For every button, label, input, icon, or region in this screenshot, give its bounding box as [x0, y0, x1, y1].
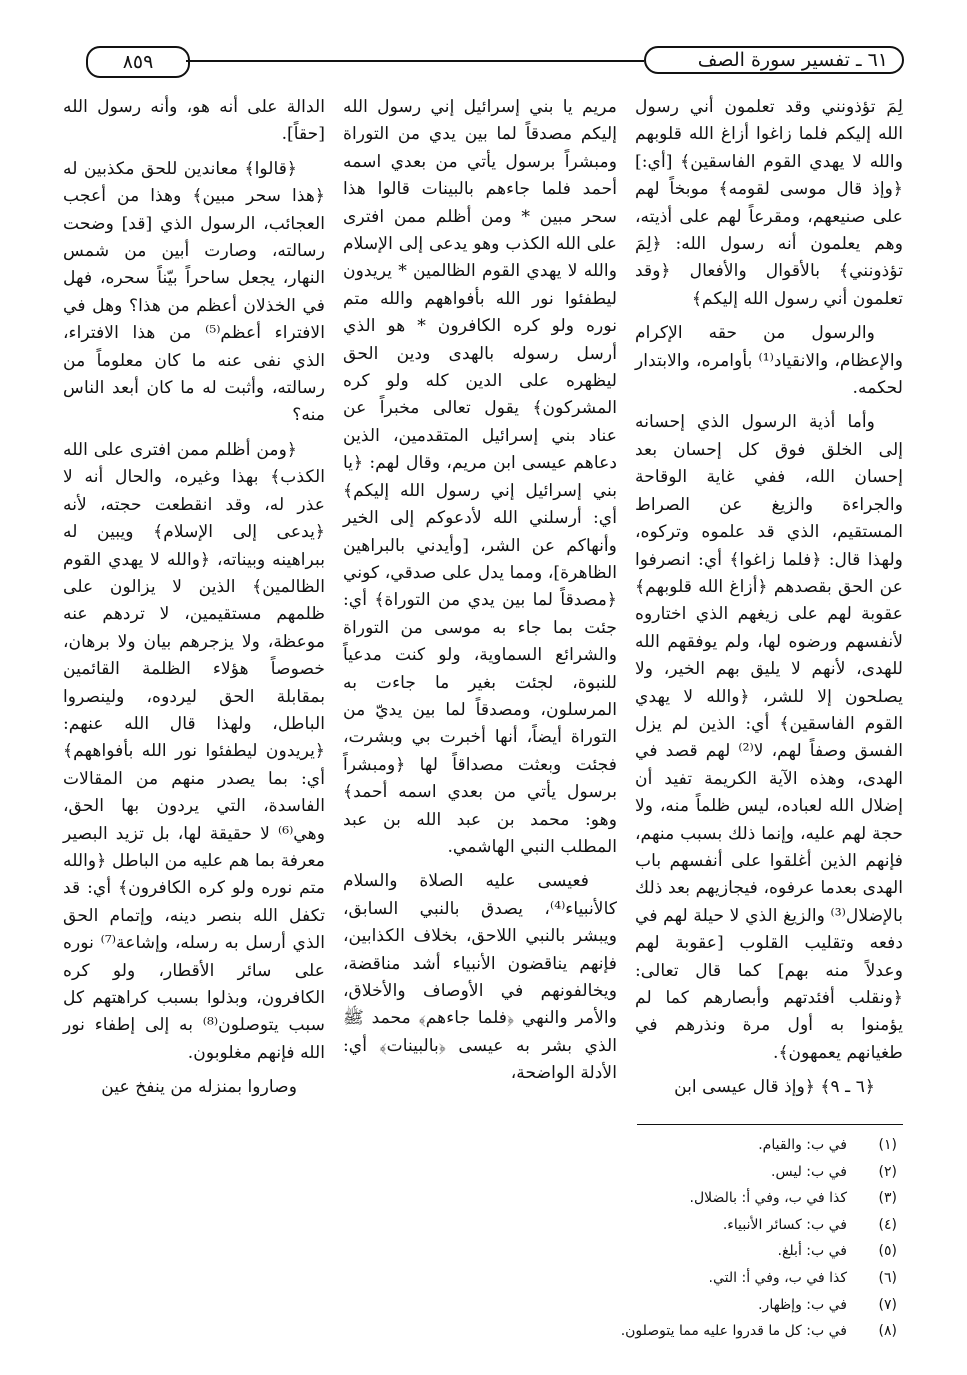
paragraph: فعيسى عليه الصلاة والسلام كالأنبياء⁽⁴⁾، يصدق بالنبي السابق، ويبشر بالنبي اللاحق، بخلاف الكذابين، فإنهم يناقضون الأنبياء أشد مناقضة، ويخالفونهم في الأوصاف والأخلاق، والأمر والنهي ﴿فلما جاءهم﴾ محمد ﷺ الذي بشر به عيسى ﴿بالبينات﴾ أي: الأدلة الواضحة،: [343, 871, 617, 1084]
paragraph: ﴿٦ ـ ٩﴾ ﴿وإذ قال عيسى ابن: [674, 1077, 875, 1098]
paragraph: الدالة على أنه هو، وأنه رسول الله [حقاً].: [63, 97, 325, 145]
footnote-text: في ب: كسائر الأنبياء.: [722, 1216, 847, 1233]
surah-title-frame: [644, 46, 904, 74]
footnote-number: (٧): [878, 1296, 897, 1313]
footnote: [557, 1292, 897, 1319]
running-header: [86, 40, 904, 78]
footnote: [557, 1318, 897, 1345]
footnote-text: في ب: كل ما قدروا عليه مما يتوصلون.: [620, 1323, 847, 1340]
footnote: [557, 1212, 897, 1239]
footnote-text: كذا في ب، وفي أ: بالضلال.: [689, 1190, 847, 1207]
header-rule: [186, 60, 644, 62]
footnote-number: (٦): [878, 1269, 897, 1286]
footnote-number: (٣): [878, 1190, 897, 1207]
footnote: [557, 1185, 897, 1212]
paragraph: والرسول من حقه الإكرام والإعظام، والانقياد⁽¹⁾ بأوامره، والابتدار لحكمه.: [635, 323, 903, 399]
footnote-text: في ب: ليس.: [771, 1163, 847, 1180]
footnote-number: (٥): [878, 1243, 897, 1260]
column-middle: [343, 94, 617, 1095]
footnote-text: في ب: والقيام.: [758, 1137, 847, 1153]
footnote-text: كذا في ب، وفي أ: التي.: [708, 1269, 847, 1286]
paragraph: ﴿قالوا﴾ معاندين للحق مكذبين له ﴿هذا سحر مبين﴾ وهذا من أعجب العجائب، الرسول الذي [قد] وضحت رسالته، وصارت أبين من شمس النهار، يجعل ساحراً بيّناً سحره، فهل في الخذلان أعظم من هذا؟ وهل في الافتراء أعظم⁽⁵⁾ من هذا الافتراء، الذي نفى عنه ما كان معلوماً من رسالته، وأثبت له ما كان أبعد الناس منه؟: [63, 158, 325, 426]
page-number: ٨٥٩: [122, 51, 154, 73]
footnote-text: في ب: وإظهار.: [758, 1296, 847, 1313]
footnote: [557, 1159, 897, 1186]
paragraph: لِمَ تؤذونني وقد تعلمون أني رسول الله إليكم فلما زاغوا أزاغ الله قلوبهم والله لا يهدي القوم الفاسقين﴾ [أي:] ﴿وإذ قال موسى لقومه﴾ موبخاً لهم على صنيعهم، ومقرعاً لهم على أذيته، وهم يعلمون أنه رسول الله: ﴿لِمَ تؤذونني﴾ بالأقوال والأفعال ﴿وقد تعلمون أني رسول الله إليكم﴾: [635, 97, 903, 309]
footnote: [557, 1132, 897, 1159]
footnote-number: (٢): [878, 1163, 897, 1180]
footnote: [557, 1265, 897, 1292]
footnote-separator: [637, 1124, 903, 1125]
footnote-number: (١): [878, 1137, 897, 1153]
paragraph: وصاروا بمنزله من ينفخ عين: [101, 1077, 297, 1098]
column-right: [635, 94, 903, 1109]
surah-title: ٦١ ـ تفسير سورة الصف: [697, 49, 888, 71]
footnote-number: (٨): [878, 1323, 897, 1340]
footnote-text: في ب: أبلغ.: [777, 1243, 847, 1260]
paragraph: مريم يا بني إسرائيل إني رسول الله إليكم مصدقاً لما بين يدي من التوراة ومبشراً برسول يأتي من بعدي اسمه أحمد فلما جاءهم بالبينات قالوا هذا سحر مبين * ومن أظلم ممن افترى على الله الكذب وهو يدعى إلى الإسلام والله لا يهدي القوم الظالمين * يريدون ليطفئوا نور الله بأفواههم والله متم نوره ولو كره الكافرون * هو الذي أرسل رسوله بالهدى ودين الحق ليظهره على الدين كله ولو كره المشركون﴾ يقول تعالى مخبراً عن عناد بني إسرائيل المتقدمين، الذين دعاهم عيسى ابن مريم، وقال لهم: ﴿يا بني إسرائيل إني رسول الله إليكم﴾ أي: أرسلني الله لأدعوكم إلى الخير وأنهاكم عن الشر، [وأيدني بالبراهين الظاهرة]، ومما يدل على صدقي، كوني ﴿مصدقاً لما بين يدي من التوراة﴾ أي: جئت بما جاء به موسى من التوراة والشرائع السماوية، ولو كنت مدعياً للنبوة، لجئت بغير ما جاءت به المرسلون، ومصدقاً لما بين يديّ من التوراة أيضاً، أنها أخبرت بي وبشرت، فجئت وبعثت مصداقاً لها ﴿ومبشراً برسول يأتي من بعدي اسمه أحمد﴾ وهو: محمد بن عبد الله بن عبد المطلب النبي الهاشمي.: [343, 97, 617, 857]
footnote: [557, 1238, 897, 1265]
page-number-frame: [86, 46, 190, 78]
footnote-number: (٤): [878, 1216, 897, 1233]
paragraph: ﴿ومن أظلم ممن افترى على الله الكذب﴾ بهذا وغيره، والحال أنه لا عذر له، وقد انقطعت حجته، لأنه ﴿يدعى إلى الإسلام﴾ ويبين له ببراهينه وبيناته، ﴿والله لا يهدي القوم الظالمين﴾ الذين لا يزالون على ظلمهم مستقيمين، لا تردهم عنه موعظة، ولا يزجرهم بيان ولا برهان، خصوصاً هؤلاء الظلمة القائمين بمقابلة الحق ليردوه، ولينصروا الباطل، ولهذا قال الله عنهم: ﴿يريدون ليطفئوا نور الله بأفواههم﴾ أي: بما يصدر منهم من المقالات الفاسدة، التي يردون بها الحق، وهي⁽⁶⁾ لا حقيقة لها، بل تزيد البصير معرفة بما هم عليه من الباطل ﴿والله متم نوره ولو كره الكافرون﴾ أي: قد تكفل الله بنصر دينه، وإتمام الحق الذي أرسل به رسله، وإشاعة⁽⁷⁾ نوره على سائر الأقطار، ولو كره الكافرون، وبذلوا بسبب كراهتهم كل سبب يتوصلون⁽⁸⁾ به إلى إطفاء نور الله فإنهم مغلوبون.: [63, 439, 326, 1063]
column-left: [63, 94, 325, 1109]
paragraph: وأما أذية الرسول الذي إحسانه إلى الخلق فوق كل إحسان بعد إحسان الله، ففي غاية الوقاحة والجراءة والزيغ عن الصراط المستقيم، الذي قد علموه وتركوه، ولهذا قال: ﴿فلما زاغوا﴾ أي: انصرفوا عن الحق بقصدهم ﴿أزاغ الله قلوبهم﴾ عقوبة لهم على زيغهم الذي اختاروه لأنفسهم ورضوه لها، ولم يوفقهم الله للهدى، لأنهم لا يليق بهم الخير، ولا يصلحون إلا للشر، ﴿والله لا يهدي القوم الفاسقين﴾ أي: الذين لم يزل الفسق وصفاً لهم، لا⁽²⁾ لهم قصد في الهدى، وهذه الآية الكريمة تفيد أن إضلال الله لعباده، ليس ظلماً منه، ولا حجة لهم عليه، وإنما ذلك بسبب منهم، فإنهم الذين أغلقوا على أنفسهم باب الهدى بعدما عرفوه، فيجازيهم بعد ذلك بالإضلال⁽³⁾ والزيغ الذي لا حيلة لهم في دفعه وتقليب القلوب [عقوبة لهم وعدلاً منه بهم] كما قال تعالى: ﴿ونقلب أفئدتهم وأبصارهم كما لم يؤمنوا به أول مرة ونذرهم في طغيانهم يعمهون﴾.: [635, 412, 903, 1063]
footnotes: [557, 1132, 897, 1345]
